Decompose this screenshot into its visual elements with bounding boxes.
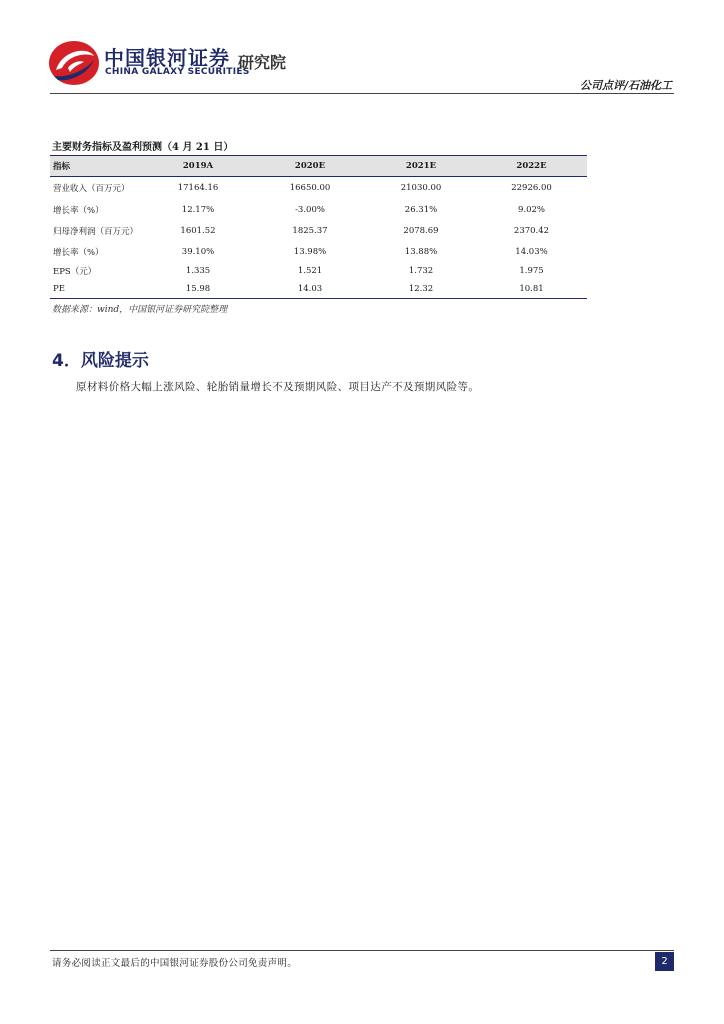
table-row <box>50 280 587 299</box>
footer-disclaimer: 请务必阅读正文最后的中国银河证券股份公司免责声明。 <box>52 958 298 969</box>
row-label: 增长率（%） <box>53 206 104 216</box>
table-cell: 10.81 <box>476 280 587 299</box>
column-header: 2020E <box>254 156 366 177</box>
table-cell: 12.32 <box>366 280 476 299</box>
table-cell: 26.31% <box>404 205 438 215</box>
table-cell: -3.00% <box>295 205 325 215</box>
page-header <box>0 0 724 100</box>
row-label: 营业收入（百万元） <box>53 184 130 195</box>
column-header: 指标 <box>50 156 142 177</box>
table-cell: 13.98% <box>293 247 327 257</box>
table-cell: 1.975 <box>519 266 544 276</box>
table-cell: 17164.16 <box>177 183 219 194</box>
report-type: 公司点评/石油化工 <box>579 79 672 92</box>
table-cell: 1.335 <box>185 266 211 276</box>
table-cell: 12.17% <box>181 205 215 215</box>
table-cell: 22926.00 <box>511 183 552 194</box>
section-paragraph: 原材料价格大幅上涨风险、轮胎销量增长不及预期风险、项目达产不及预期风险等。 <box>76 381 480 393</box>
table-row <box>50 242 587 263</box>
row-label: EPS（元） <box>53 267 97 277</box>
financial-forecast-table <box>50 155 587 299</box>
table-row <box>50 221 587 242</box>
table-cell: 1.732 <box>408 266 434 276</box>
logo-institute: 研究院 <box>238 53 287 72</box>
column-header: 2019A <box>142 156 254 177</box>
row-label: 归母净利润（百万元） <box>53 227 139 237</box>
row-label: PE <box>50 280 142 299</box>
footer-divider <box>50 950 674 951</box>
logo-chinese-name: 中国银河证券 <box>104 46 230 70</box>
table-cell: 16650.00 <box>289 183 331 194</box>
table-cell: 14.03% <box>515 247 548 257</box>
page-number: 2 <box>655 952 674 971</box>
table-cell: 21030.00 <box>400 183 442 194</box>
table-row <box>50 200 587 221</box>
column-header: 2022E <box>476 156 587 177</box>
header-divider <box>50 93 674 94</box>
section-heading: 4．风险提示 <box>52 351 149 371</box>
table-title: 主要财务指标及盈利预测（4 月 21 日） <box>52 142 234 153</box>
table-row <box>50 177 587 200</box>
table-row <box>50 263 587 280</box>
table-cell: 13.88% <box>404 247 438 257</box>
table-cell: 1825.37 <box>292 226 328 236</box>
table-cell: 1.521 <box>297 266 323 276</box>
column-header: 2021E <box>366 156 476 177</box>
table-cell: 2370.42 <box>513 226 550 236</box>
galaxy-logo-icon <box>48 40 100 86</box>
table-cell: 15.98 <box>142 280 254 299</box>
table-source-note: 数据来源：wind，中国银河证券研究院整理 <box>52 305 228 315</box>
table-cell: 39.10% <box>181 247 215 257</box>
table-cell: 1601.52 <box>180 226 216 236</box>
table-cell: 14.03 <box>254 280 366 299</box>
table-cell: 2078.69 <box>403 226 439 236</box>
row-label: 增长率（%） <box>53 248 104 258</box>
table-cell: 9.02% <box>517 205 545 215</box>
logo-english-name: CHINA GALAXY SECURITIES <box>105 67 250 77</box>
table-header-row <box>50 156 587 177</box>
